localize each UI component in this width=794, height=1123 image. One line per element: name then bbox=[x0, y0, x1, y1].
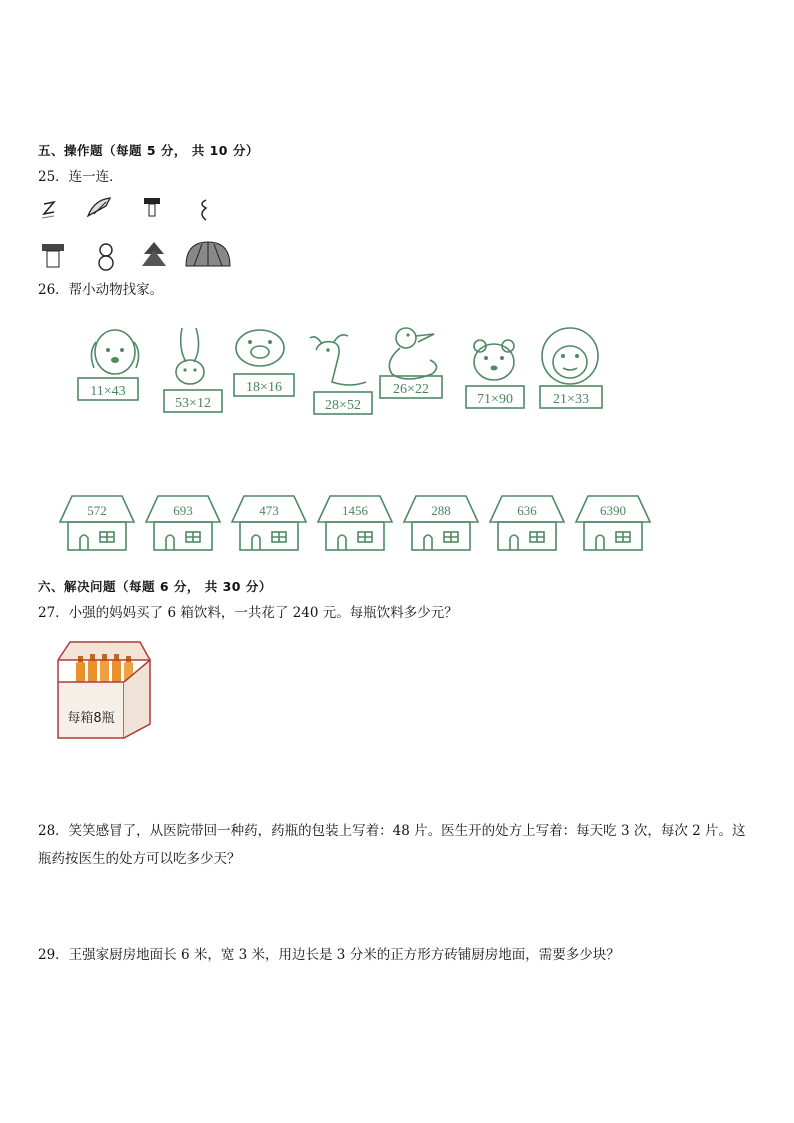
animal-pig bbox=[234, 330, 294, 396]
house-5 bbox=[404, 496, 478, 550]
animal-goat-expr: 28×52 bbox=[325, 398, 361, 413]
animal-pig-expr: 18×16 bbox=[246, 380, 282, 395]
section-6-heading: 六、解决问题（每题 6 分， 共 30 分） bbox=[38, 579, 272, 594]
animal-monkey-expr: 21×33 bbox=[553, 392, 589, 407]
fragment-umbrella-piece-icon bbox=[88, 198, 110, 216]
house-1 bbox=[60, 496, 134, 550]
shape-snowman-icon bbox=[99, 244, 113, 270]
question-27: 27．小强的妈妈买了 6 箱饮料，一共花了 240 元。每瓶饮料多少元？ bbox=[38, 605, 458, 621]
fragment-zigzag-icon bbox=[42, 202, 54, 218]
question-28: 28．笑笑感冒了，从医院带回一种药，药瓶的包装上写着：48 片。医生开的处方上写着：每天吃 3 次，每次 2 片。这瓶药按医生的处方可以吃多少天？ bbox=[38, 823, 746, 867]
animal-rabbit-expr: 53×12 bbox=[175, 396, 211, 411]
house-door-icon bbox=[596, 535, 604, 550]
fragment-snowman-half-icon bbox=[202, 200, 206, 220]
shape-tree-triangles-icon bbox=[142, 242, 166, 266]
animal-dog-expr: 11×43 bbox=[90, 384, 126, 399]
house-door-icon bbox=[80, 535, 88, 550]
section-5-heading: 五、操作题（每题 5 分， 共 10 分） bbox=[38, 143, 259, 158]
house-number: 1456 bbox=[342, 503, 368, 518]
house-6 bbox=[490, 496, 564, 550]
question-26: 26．帮小动物找家。 bbox=[38, 282, 164, 298]
question-29: 29．王强家厨房地面长 6 米，宽 3 米，用边长是 3 分米的正方形方砖铺厨房地面，需要多少块？ bbox=[38, 947, 620, 963]
house-door-icon bbox=[510, 535, 518, 550]
animal-monkey bbox=[540, 328, 602, 408]
house-number: 6390 bbox=[600, 503, 626, 518]
house-number: 636 bbox=[517, 503, 537, 518]
house-3 bbox=[232, 496, 306, 550]
animal-bear bbox=[466, 340, 524, 408]
animal-duck bbox=[380, 328, 442, 398]
animal-dog bbox=[78, 330, 139, 400]
house-7 bbox=[576, 496, 650, 550]
house-door-icon bbox=[338, 535, 346, 550]
house-4 bbox=[318, 496, 392, 550]
house-door-icon bbox=[252, 535, 260, 550]
animals-row bbox=[70, 322, 620, 427]
shape-mushroom-house-icon bbox=[42, 244, 64, 267]
house-number: 572 bbox=[87, 503, 107, 518]
animal-rabbit bbox=[164, 328, 222, 412]
houses-row bbox=[56, 486, 666, 558]
animal-bear-expr: 71×90 bbox=[477, 392, 513, 407]
house-number: 693 bbox=[173, 503, 193, 518]
house-2 bbox=[146, 496, 220, 550]
shape-umbrella-icon bbox=[186, 242, 230, 266]
house-door-icon bbox=[424, 535, 432, 550]
box-label: 每箱8瓶 bbox=[67, 711, 115, 726]
house-number: 288 bbox=[431, 503, 451, 518]
fragment-mushroom-house-icon bbox=[144, 198, 160, 216]
matching-shapes bbox=[36, 192, 246, 277]
animal-duck-expr: 26×22 bbox=[393, 382, 429, 397]
drink-box-illustration bbox=[54, 638, 154, 742]
house-door-icon bbox=[166, 535, 174, 550]
house-number: 473 bbox=[259, 503, 279, 518]
animal-goat bbox=[310, 335, 372, 414]
question-25: 25．连一连． bbox=[38, 169, 123, 185]
